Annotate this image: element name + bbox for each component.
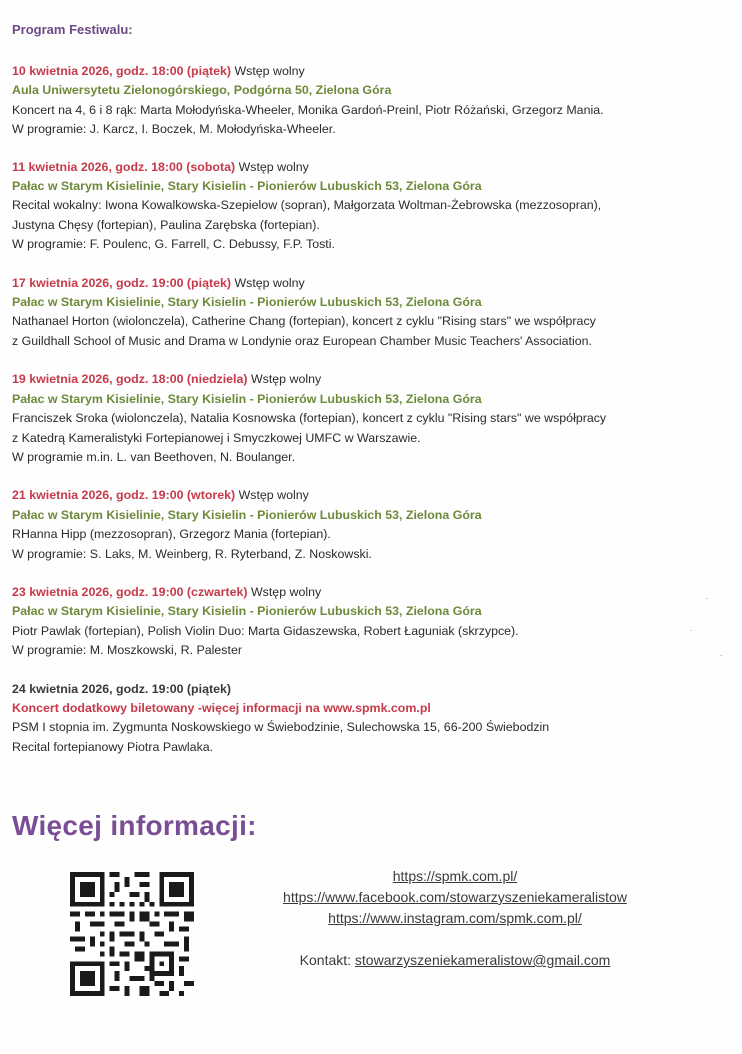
event-entry: Wstęp wolny (247, 584, 322, 599)
event-item (12, 583, 734, 661)
event-description: Piotr Pawlak (fortepian), Polish Violin Duo: Marta Gidaszewska, Robert Łaguniak (skrzypce). (12, 623, 519, 638)
event-date: 23 kwietnia 2026, godz. 19:00 (czwartek) (12, 584, 248, 599)
more-info-links (232, 866, 678, 971)
event-program: W programie: F. Poulenc, G. Farrell, C. Debussy, F.P. Tosti. (12, 237, 335, 252)
contact-label: Kontakt: (299, 952, 355, 968)
event-program: W programie: J. Karcz, I. Boczek, M. Mołodyńska-Wheeler. (12, 122, 336, 137)
event-description: Nathanael Horton (wiolonczela), Catherine Chang (fortepian), koncert z cyklu "Rising stars" we współpracy (12, 314, 596, 329)
event-date: 19 kwietnia 2026, godz. 18:00 (niedziela) (12, 372, 248, 387)
event-venue: Pałac w Starym Kisielinie, Stary Kisielin - Pionierów Lubuskich 53, Zielona Góra (12, 179, 482, 194)
qr-code-icon (70, 872, 194, 996)
scan-speck (720, 655, 723, 656)
scan-speck (705, 598, 708, 599)
event-venue: Pałac w Starym Kisielinie, Stary Kisielin - Pionierów Lubuskich 53, Zielona Góra (12, 295, 482, 310)
event-entry: Wstęp wolny (235, 159, 309, 174)
event-description: z Guildhall School of Music and Drama w Londynie oraz European Chamber Music Teachers' Association. (12, 333, 592, 348)
website-link[interactable]: https://spmk.com.pl/ (392, 868, 518, 884)
scan-speck (690, 630, 692, 631)
event-item (12, 486, 734, 564)
event-description: z Katedrą Kameralistyki Fortepianowej i Smyczkowej UMFC w Warszawie. (12, 430, 421, 445)
contact-line (232, 950, 678, 971)
event-item (12, 274, 734, 352)
event-date: 21 kwietnia 2026, godz. 19:00 (wtorek) (12, 488, 236, 503)
event-ticket-info: Koncert dodatkowy biletowany -więcej informacji na www.spmk.com.pl (12, 700, 431, 715)
event-entry: Wstęp wolny (231, 64, 305, 78)
event-program: W programie: M. Moszkowski, R. Palester (12, 643, 242, 658)
event-venue: Pałac w Starym Kisielinie, Stary Kisielin - Pionierów Lubuskich 53, Zielona Góra (12, 507, 482, 522)
event-entry: Wstęp wolny (235, 488, 309, 503)
event-entry: Wstęp wolny (231, 275, 305, 290)
facebook-link[interactable]: https://www.facebook.com/stowarzyszeniekameralistow (283, 889, 627, 905)
event-date: 11 kwietnia 2026, godz. 18:00 (sobota) (12, 159, 236, 174)
event-item (12, 62, 734, 140)
event-entry: Wstęp wolny (247, 372, 322, 387)
event-venue: Pałac w Starym Kisielinie, Stary Kisielin - Pionierów Lubuskich 53, Zielona Góra (12, 604, 482, 619)
event-item (12, 370, 734, 467)
event-date: 17 kwietnia 2026, godz. 19:00 (piątek) (12, 275, 231, 290)
instagram-link[interactable]: https://www.instagram.com/spmk.com.pl/ (328, 910, 582, 926)
event-item (12, 680, 734, 758)
event-description: Recital wokalny: Iwona Kowalkowska-Szepielow (sopran), Małgorzata Woltman-Żebrowska (mezzosopran), (12, 198, 602, 213)
event-description: Franciszek Sroka (wiolonczela), Natalia Kosnowska (fortepian), koncert z cyklu "Rising stars" we współpracy (12, 411, 607, 426)
event-program: W programie m.in. L. van Beethoven, N. Boulanger. (12, 449, 296, 464)
event-item (12, 158, 734, 255)
event-description: RHanna Hipp (mezzosopran), Grzegorz Mania (fortepian). (12, 527, 331, 542)
event-list (12, 62, 734, 776)
event-description: Recital fortepianowy Piotra Pawlaka. (12, 739, 214, 754)
event-date: 10 kwietnia 2026, godz. 18:00 (piątek) (12, 64, 231, 78)
event-description: PSM I stopnia im. Zygmunta Noskowskiego w Świebodzinie, Sulechowska 15, 66-200 Świebodzin (12, 720, 550, 735)
event-venue: Aula Uniwersytetu Zielonogórskiego, Podgórna 50, Zielona Góra (12, 83, 392, 98)
event-date: 24 kwietnia 2026, godz. 19:00 (piątek) (12, 681, 231, 696)
event-description: Justyna Chęsy (fortepian), Paulina Zarębska (fortepian). (12, 217, 320, 232)
more-info-title: Więcej informacji: (12, 810, 257, 841)
event-description: Koncert na 4, 6 i 8 rąk: Marta Mołodyńska-Wheeler, Monika Gardoń-Preinl, Piotr Różański, Grzegorz Mania. (12, 102, 604, 117)
event-venue: Pałac w Starym Kisielinie, Stary Kisielin - Pionierów Lubuskich 53, Zielona Góra (12, 391, 482, 406)
contact-email-link[interactable]: stowarzyszeniekameralistow@gmail.com (354, 952, 611, 968)
event-program: W programie: S. Laks, M. Weinberg, R. Ryterband, Z. Noskowski. (12, 546, 372, 561)
program-heading: Program Festiwalu: (12, 22, 133, 37)
